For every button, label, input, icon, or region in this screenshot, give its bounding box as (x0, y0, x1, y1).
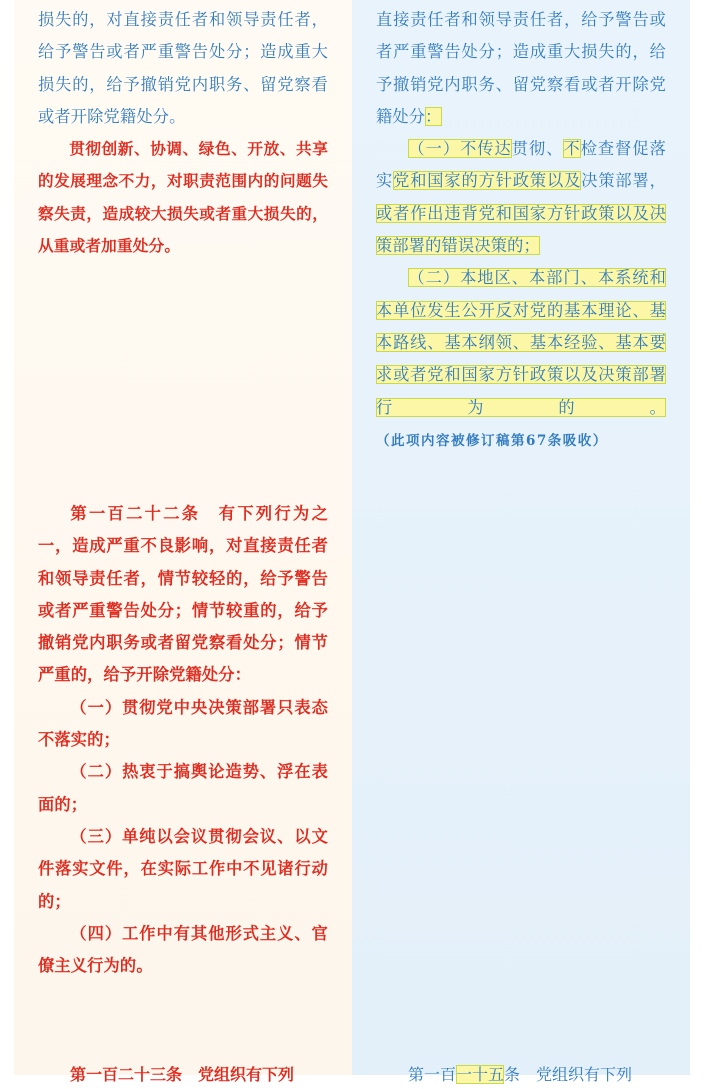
right-item1-text-a: 贯彻、 (511, 139, 564, 159)
article-122-item-1: （一）贯彻党中央决策部署只表态不落实的； (38, 697, 328, 750)
right-top-highlight: ： (425, 106, 442, 126)
article-122-paragraph (38, 498, 328, 692)
right-item-1 (376, 133, 666, 262)
right-revision-note: （此项内容被修订稿第67条吸收） (376, 432, 608, 449)
right-item1-hl-d: 或者作出违背党和国家方针政策以及决策部署的错误决策的； (376, 203, 666, 256)
article-122-item-2: （二）热衷于搞舆论造势、浮在表面的； (38, 762, 328, 814)
right-item1-hl-a: （一）不传达 (408, 139, 512, 159)
right-item1-hl-c: 党和国家的方针政策以及 (393, 171, 582, 191)
left-article-122 (38, 498, 328, 982)
left-top-paragraph: 损失的，对直接责任者和领导责任者，给予警告或者严重警告处分；造成重大损失的，给予撤销党内职务、留党察看或者开除党籍处分。 (38, 10, 328, 126)
right-cut-text-a: 第一百 (408, 1065, 457, 1084)
left-new-paragraph: 贯彻创新、协调、绿色、开放、共享的发展理念不力，对职责范围内的问题失察失责，造成较大损失或者重大损失的，从重或者加重处分。 (38, 140, 328, 256)
left-text-block (38, 4, 328, 262)
right-top-paragraph (376, 4, 666, 133)
right-item-2 (376, 262, 666, 457)
left-cut-off-line: 第一百二十三条 党组织有下列 (70, 1065, 295, 1084)
right-item1-text-b: 检查督促落实 (376, 139, 666, 191)
right-item1-text-c: 决策部署， (581, 171, 667, 191)
article-122-item-4: （四）工作中有其他形式主义、官僚主义行为的。 (38, 923, 328, 976)
right-cut-off-line (376, 1061, 666, 1089)
left-column-revised (14, 0, 352, 1084)
article-122-body: 有下列行为之一，造成严重不良影响，对直接责任者和领导责任者，情节较轻的，给予警告或者严重警告处分；情节较重的，给予撤销党内职务或者留党察看处分；情节严重的，给予开除党籍处分： (38, 504, 328, 685)
right-text-block (376, 4, 666, 457)
article-122-item-3: （三）单纯以会议贯彻会议、以文件落实文件，在实际工作中不见诸行动的； (38, 826, 328, 911)
right-column-original (352, 0, 690, 1084)
right-item2-highlight: （二）本地区、本部门、本系统和本单位发生公开反对党的基本理论、基本路线、基本纲领、基本经验、基本要求或者党和国家方针政策以及决策部署行为的。 (376, 268, 666, 417)
article-122-number: 第一百二十二条 (70, 504, 201, 523)
right-item1-hl-b: 不 (563, 139, 581, 159)
right-cut-highlight: 一十五 (456, 1065, 505, 1084)
right-cut-text-b: 条 党组织有下列 (504, 1065, 633, 1084)
right-top-text: 直接责任者和领导责任者，给予警告或者严重警告处分；造成重大损失的，给予撤销党内职务、留党察看或者开除党籍处分 (376, 10, 666, 126)
